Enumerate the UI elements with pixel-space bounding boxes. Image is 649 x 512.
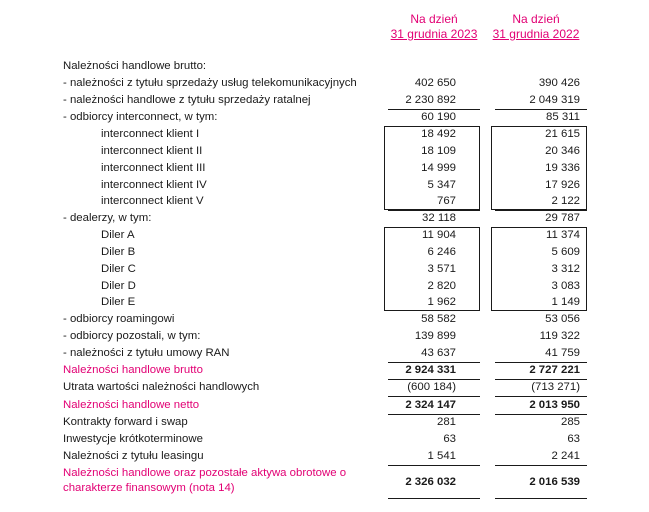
dealers-box-2022 — [491, 227, 587, 311]
row-label: Należności handlowe brutto — [63, 364, 203, 376]
value-2023: 5 347 — [427, 179, 456, 191]
interconnect-box-2023 — [384, 126, 480, 210]
rule-line — [495, 414, 587, 415]
row-label: - odbiorcy interconnect, w tym: — [63, 111, 218, 123]
value-2023: 1 541 — [427, 450, 456, 462]
table-row — [0, 379, 649, 396]
row-label: Diler B — [101, 246, 136, 258]
value-2023: 1 962 — [427, 296, 456, 308]
rule-line — [388, 362, 480, 363]
value-2022: 63 — [567, 433, 580, 445]
value-2023: 32 118 — [422, 212, 456, 224]
value-2022: 285 — [560, 416, 580, 428]
table-row — [0, 210, 649, 227]
rule-line — [388, 396, 480, 397]
column-header-label: Na dzień — [512, 12, 560, 26]
value-2023: 2 924 331 — [405, 364, 456, 376]
value-2022: 21 615 — [545, 128, 580, 140]
value-2022: 2 241 — [551, 450, 580, 462]
rule-line — [388, 498, 480, 499]
column-header-date: 31 grudnia 2022 — [492, 27, 580, 41]
value-2022: 29 787 — [545, 212, 580, 224]
value-2023: (600 184) — [407, 381, 456, 393]
row-label: Diler C — [101, 263, 136, 275]
value-2022: (713 271) — [531, 381, 580, 393]
value-2023: 402 650 — [414, 77, 456, 89]
value-2022: 2 049 319 — [529, 94, 580, 106]
value-2022: 3 083 — [551, 280, 580, 292]
value-2022: 119 322 — [539, 330, 580, 342]
value-2023: 2 326 032 — [405, 476, 456, 488]
value-2022: 1 149 — [551, 296, 580, 308]
value-2022: 2 122 — [551, 195, 580, 207]
interconnect-box-2022 — [491, 126, 587, 210]
rule-line — [388, 109, 480, 110]
row-label: interconnect klient I — [101, 128, 200, 140]
value-2022: 5 609 — [551, 246, 580, 258]
value-2023: 58 582 — [421, 313, 456, 325]
rule-line — [495, 379, 587, 380]
dealers-box-2023 — [384, 227, 480, 311]
row-label: - dealerzy, w tym: — [63, 212, 152, 224]
value-2023: 2 230 892 — [405, 94, 456, 106]
value-2023: 18 109 — [421, 145, 456, 157]
row-label: Utrata wartości należności handlowych — [63, 381, 260, 393]
rule-line — [495, 396, 587, 397]
value-2022: 85 311 — [546, 111, 580, 123]
value-2023: 63 — [443, 433, 456, 445]
value-2023: 2 820 — [427, 280, 456, 292]
value-2023: 6 246 — [427, 246, 456, 258]
value-2023: 18 492 — [421, 128, 456, 140]
table-row — [0, 109, 649, 126]
column-header-2023 — [388, 12, 480, 42]
value-2022: 20 346 — [545, 145, 580, 157]
row-label: - odbiorcy pozostali, w tym: — [63, 330, 201, 342]
value-2022: 41 759 — [545, 347, 580, 359]
row-label: - należności handlowe z tytułu sprzedaży ratalnej — [63, 94, 311, 106]
column-header-date: 31 grudnia 2023 — [390, 27, 478, 41]
row-label: Diler E — [101, 296, 136, 308]
subtotal-row-net — [0, 397, 649, 414]
value-2022: 390 426 — [538, 77, 580, 89]
rule-line — [495, 498, 587, 499]
table-row — [0, 328, 649, 345]
value-2023: 11 904 — [422, 229, 456, 241]
rule-line — [495, 362, 587, 363]
value-2022: 53 056 — [545, 313, 580, 325]
column-header-2022 — [490, 12, 582, 42]
row-label: - odbiorcy roamingowi — [63, 313, 175, 325]
value-2022: 19 336 — [545, 162, 580, 174]
rule-line — [495, 210, 587, 211]
row-label: Kontrakty forward i swap — [63, 416, 188, 428]
row-label: Należności handlowe brutto: — [63, 60, 207, 72]
table-row — [0, 311, 649, 328]
value-2023: 3 571 — [427, 263, 456, 275]
column-header-label: Na dzień — [410, 12, 458, 26]
total-row-financial-assets — [0, 466, 649, 499]
value-2023: 139 899 — [414, 330, 456, 342]
table-row — [0, 75, 649, 92]
table-row — [0, 448, 649, 465]
table-row — [0, 92, 649, 109]
table-row — [0, 345, 649, 362]
row-label: Diler A — [101, 229, 135, 241]
rule-line — [388, 465, 480, 466]
rule-line — [388, 210, 480, 211]
value-2022: 2 016 539 — [529, 476, 580, 488]
row-label: - należności z tytułu umowy RAN — [63, 347, 230, 359]
value-2023: 14 999 — [421, 162, 456, 174]
table-row — [0, 58, 649, 75]
value-2022: 2 727 221 — [529, 364, 580, 376]
rule-line — [388, 379, 480, 380]
row-label: Należności handlowe netto — [63, 399, 200, 411]
value-2023: 43 637 — [421, 347, 456, 359]
value-2023: 2 324 147 — [405, 399, 456, 411]
value-2022: 3 312 — [551, 263, 580, 275]
row-label: - należności z tytułu sprzedaży usług telekomunikacyjnych — [63, 77, 357, 89]
row-label: interconnect klient III — [101, 162, 206, 174]
row-label: Należności z tytułu leasingu — [63, 450, 204, 462]
row-label: Diler D — [101, 280, 136, 292]
row-label: Inwestycje krótkoterminowe — [63, 433, 203, 445]
value-2023: 60 190 — [421, 111, 456, 123]
value-2022: 17 926 — [545, 179, 580, 191]
rule-line — [495, 109, 587, 110]
rule-line — [388, 414, 480, 415]
row-label: interconnect klient V — [101, 195, 204, 207]
row-label: interconnect klient II — [101, 145, 203, 157]
value-2023: 281 — [436, 416, 456, 428]
value-2022: 2 013 950 — [529, 399, 580, 411]
rule-line — [495, 465, 587, 466]
table-row — [0, 414, 649, 431]
value-2023: 767 — [436, 195, 456, 207]
value-2022: 11 374 — [546, 229, 580, 241]
row-label: Należności handlowe oraz pozostałe aktywa obrotowe o charakterze finansowym (nota 14) — [63, 467, 347, 494]
row-label: interconnect klient IV — [101, 179, 207, 191]
subtotal-row-gross — [0, 362, 649, 379]
table-row — [0, 431, 649, 448]
